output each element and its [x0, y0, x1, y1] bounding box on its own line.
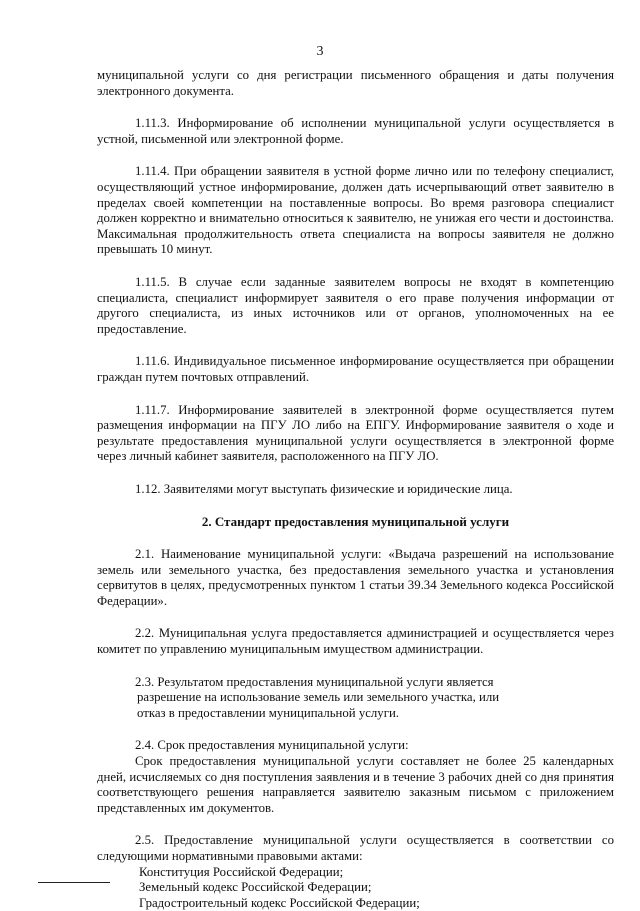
paragraph-2-2: 2.2. Муниципальная услуга предоставляется администрацией и осуществляется через комитет по управлению муниципальным имуществом администрации.	[97, 626, 614, 657]
paragraph-1-12: 1.12. Заявителями могут выступать физические и юридические лица.	[135, 481, 513, 496]
paragraph-2-3: 2.3. Результатом предоставления муниципальной услуги является	[135, 674, 494, 689]
paragraph-2-1: 2.1. Наименование муниципальной услуги: «Выдача разрешений на использование земель или земельного участка, без предоставления земельного участка и установления сервитутов в целях, предусмотренных пунктом 1 статьи 39.34 Земельного кодекса Российской Федерации».	[97, 547, 614, 608]
paragraph-1-11-6: 1.11.6. Индивидуальное письменное информирование осуществляется при обращении граждан путем почтовых отправлений.	[97, 354, 614, 384]
document-body	[97, 68, 614, 911]
list-item-land-code: Земельный кодекс Российской Федерации;	[139, 880, 372, 895]
page-number: 3	[316, 44, 324, 59]
paragraph-1-11-4: 1.11.4. При обращении заявителя в устной форме лично или по телефону специалист, осуществляющий устное информирование, должен дать исчерпывающий ответ заявителю в пределах своей компетенции на поставленные вопросы. Во время разговора специалист должен корректно и внимательно относиться к заявителю, не унижая его чести и достоинства. Максимальная продолжительность ответа специалиста на вопросы заявителя не должно превышать 10 минут.	[97, 164, 614, 257]
paragraph-1-11-5: 1.11.5. В случае если заданные заявителем вопросы не входят в компетенцию специалиста, специалист информирует заявителя о его праве получения информации от другого специалиста, из иных источников или от органов, уполномоченных на ее предоставление.	[97, 274, 614, 336]
paragraph-2-4: 2.4. Срок предоставления муниципальной услуги:	[135, 738, 409, 753]
paragraph-1-11-7: 1.11.7. Информирование заявителей в электронной форме осуществляется путем размещения информации на ПГУ ЛО либо на ЕПГУ. Информирование заявителя о ходе и результате предоставления муниципальной услуги осуществляется в электронной форме через личный кабинет заявителя, расположенного на ПГУ ЛО.	[97, 402, 614, 464]
footnote-separator	[38, 882, 110, 883]
paragraph-2-3-line-2: разрешение на использование земель или земельного участка, или	[137, 690, 500, 705]
paragraph-continuation: муниципальной услуги со дня регистрации письменного обращения и даты получения электронного документа.	[97, 68, 614, 98]
paragraph-2-3-line-3: отказ в предоставлении муниципальной услуги.	[137, 705, 400, 720]
paragraph-2-4-text: Срок предоставления муниципальной услуги составляет не более 25 календарных дней, исчисляемых со дня поступления заявления и в течение 3 рабочих дней со дня принятия соответствующего решения направляется заявителю заказным письмом с приложением представленных им документов.	[97, 754, 614, 815]
list-item-urban-code: Градостроительный кодекс Российской Федерации;	[139, 895, 420, 910]
paragraph-2-5: 2.5. Предоставление муниципальной услуги осуществляется в соответствии со следующими нормативными правовыми актами:	[97, 833, 614, 863]
section-heading: 2. Стандарт предоставления муниципальной услуги	[201, 514, 510, 530]
list-item-constitution: Конституция Российской Федерации;	[139, 864, 344, 879]
paragraph-1-11-3: 1.11.3. Информирование об исполнении муниципальной услуги осуществляется в устной, письменной или электронной форме.	[97, 116, 614, 146]
